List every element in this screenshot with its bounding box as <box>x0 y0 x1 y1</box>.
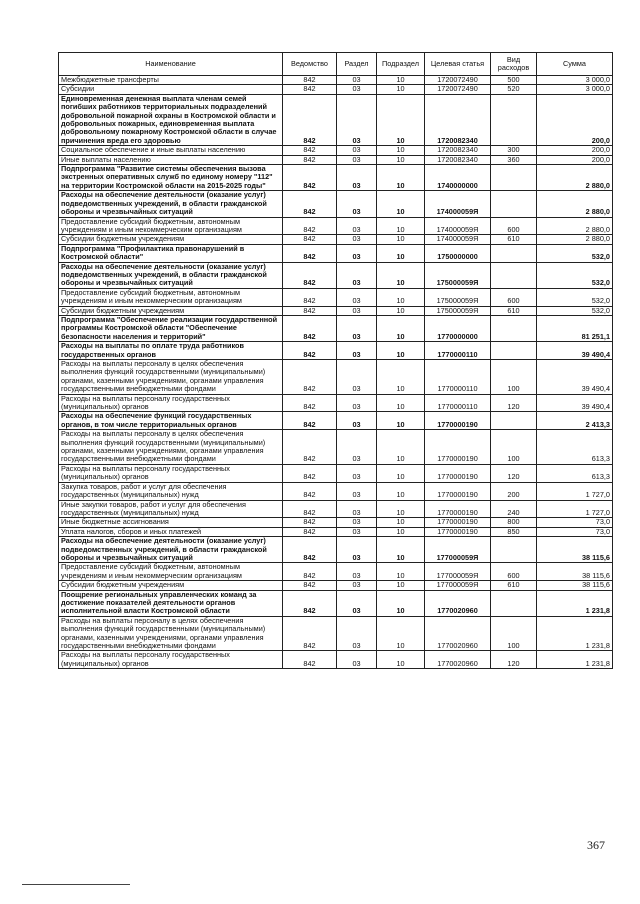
cell-vedomstvo: 842 <box>283 500 337 518</box>
table-row <box>59 288 613 306</box>
cell-sum: 73,0 <box>537 527 613 536</box>
cell-expense-type: 120 <box>491 394 537 412</box>
cell-vedomstvo: 842 <box>283 244 337 262</box>
table-row <box>59 146 613 155</box>
cell-vedomstvo: 842 <box>283 76 337 85</box>
cell-podrazdel: 10 <box>377 430 425 465</box>
cell-vedomstvo: 842 <box>283 537 337 563</box>
cell-razdel: 03 <box>337 537 377 563</box>
cell-name: Субсидии бюджетным учреждениям <box>59 235 283 244</box>
cell-vedomstvo: 842 <box>283 527 337 536</box>
cell-podrazdel: 10 <box>377 315 425 341</box>
cell-podrazdel: 10 <box>377 482 425 500</box>
cell-sum: 38 115,6 <box>537 563 613 581</box>
cell-sum: 81 251,1 <box>537 315 613 341</box>
cell-name: Расходы на обеспечение деятельности (оказание услуг) подведомственных учреждений, в области гражданской обороны и чрезвычайных ситуаций <box>59 537 283 563</box>
cell-razdel: 03 <box>337 581 377 590</box>
cell-name: Подпрограмма "Развитие системы обеспечения вызова экстренных оперативных служб по единому номеру "112" на территории Костромской области на 2015-2025 годы" <box>59 165 283 191</box>
cell-podrazdel: 10 <box>377 288 425 306</box>
cell-podrazdel: 10 <box>377 360 425 395</box>
cell-target-article: 1770000000 <box>425 315 491 341</box>
cell-razdel: 03 <box>337 94 377 145</box>
header-razdel: Раздел <box>337 53 377 76</box>
cell-expense-type <box>491 590 537 616</box>
table-row <box>59 563 613 581</box>
cell-podrazdel: 10 <box>377 518 425 527</box>
cell-target-article: 1720082340 <box>425 155 491 164</box>
cell-podrazdel: 10 <box>377 146 425 155</box>
cell-sum: 1 231,8 <box>537 590 613 616</box>
cell-name: Единовременная денежная выплата членам семей погибших работников территориальных подразделений добровольной пожарной охраны в Костромской области и добровольных пожарных, единовременная выплата добровольному пожарному Костромской области в случае причинения вреда его здоровью <box>59 94 283 145</box>
cell-sum: 2 880,0 <box>537 165 613 191</box>
cell-podrazdel: 10 <box>377 581 425 590</box>
cell-name: Расходы на обеспечение функций государственных органов, в том числе территориальных органов <box>59 412 283 430</box>
cell-podrazdel: 10 <box>377 165 425 191</box>
cell-vedomstvo: 842 <box>283 590 337 616</box>
table-row <box>59 527 613 536</box>
cell-target-article: 1770020960 <box>425 616 491 651</box>
cell-podrazdel: 10 <box>377 342 425 360</box>
cell-expense-type <box>491 342 537 360</box>
cell-target-article: 177000059Я <box>425 563 491 581</box>
header-target-article: Целевая статья <box>425 53 491 76</box>
cell-razdel: 03 <box>337 165 377 191</box>
cell-expense-type: 100 <box>491 360 537 395</box>
cell-name: Предоставление субсидий бюджетным, автономным учреждениям и иным некоммерческим организациям <box>59 288 283 306</box>
cell-podrazdel: 10 <box>377 155 425 164</box>
table-row <box>59 581 613 590</box>
cell-razdel: 03 <box>337 244 377 262</box>
cell-name: Субсидии бюджетным учреждениям <box>59 306 283 315</box>
cell-podrazdel: 10 <box>377 527 425 536</box>
cell-expense-type: 100 <box>491 430 537 465</box>
cell-podrazdel: 10 <box>377 563 425 581</box>
cell-sum: 532,0 <box>537 244 613 262</box>
cell-vedomstvo: 842 <box>283 482 337 500</box>
cell-razdel: 03 <box>337 527 377 536</box>
cell-podrazdel: 10 <box>377 85 425 94</box>
cell-expense-type: 850 <box>491 527 537 536</box>
cell-vedomstvo: 842 <box>283 518 337 527</box>
cell-sum: 200,0 <box>537 146 613 155</box>
cell-target-article: 177000059Я <box>425 581 491 590</box>
cell-razdel: 03 <box>337 590 377 616</box>
cell-sum: 3 000,0 <box>537 85 613 94</box>
cell-name: Расходы на выплаты персоналу государственных (муниципальных) органов <box>59 464 283 482</box>
cell-sum: 3 000,0 <box>537 76 613 85</box>
cell-target-article: 1750000000 <box>425 244 491 262</box>
cell-target-article: 1770020960 <box>425 590 491 616</box>
table-row <box>59 306 613 315</box>
cell-expense-type: 120 <box>491 651 537 669</box>
cell-vedomstvo: 842 <box>283 315 337 341</box>
cell-expense-type: 240 <box>491 500 537 518</box>
cell-vedomstvo: 842 <box>283 430 337 465</box>
cell-sum: 39 490,4 <box>537 394 613 412</box>
cell-sum: 532,0 <box>537 306 613 315</box>
cell-target-article: 174000059Я <box>425 217 491 235</box>
cell-expense-type: 500 <box>491 76 537 85</box>
cell-razdel: 03 <box>337 191 377 217</box>
cell-sum: 613,3 <box>537 430 613 465</box>
cell-vedomstvo: 842 <box>283 464 337 482</box>
cell-target-article: 175000059Я <box>425 306 491 315</box>
cell-podrazdel: 10 <box>377 651 425 669</box>
cell-target-article: 1770000190 <box>425 464 491 482</box>
cell-target-article: 1770000190 <box>425 412 491 430</box>
table-row <box>59 217 613 235</box>
cell-expense-type <box>491 94 537 145</box>
cell-vedomstvo: 842 <box>283 288 337 306</box>
footnote-divider <box>22 884 130 885</box>
table-row <box>59 651 613 669</box>
cell-name: Подпрограмма "Обеспечение реализации государственной программы Костромской области "Обеспечение безопасности населения и территорий" <box>59 315 283 341</box>
cell-expense-type <box>491 191 537 217</box>
cell-name: Уплата налогов, сборов и иных платежей <box>59 527 283 536</box>
cell-vedomstvo: 842 <box>283 155 337 164</box>
table-row <box>59 191 613 217</box>
cell-target-article: 1770000190 <box>425 518 491 527</box>
cell-razdel: 03 <box>337 315 377 341</box>
cell-razdel: 03 <box>337 464 377 482</box>
cell-vedomstvo: 842 <box>283 94 337 145</box>
cell-expense-type: 300 <box>491 146 537 155</box>
cell-razdel: 03 <box>337 76 377 85</box>
cell-sum: 613,3 <box>537 464 613 482</box>
cell-razdel: 03 <box>337 482 377 500</box>
cell-vedomstvo: 842 <box>283 360 337 395</box>
cell-target-article: 175000059Я <box>425 288 491 306</box>
cell-sum: 2 880,0 <box>537 235 613 244</box>
cell-expense-type: 600 <box>491 217 537 235</box>
cell-target-article: 1770000190 <box>425 482 491 500</box>
cell-vedomstvo: 842 <box>283 146 337 155</box>
cell-target-article: 1770000110 <box>425 394 491 412</box>
cell-podrazdel: 10 <box>377 500 425 518</box>
cell-name: Расходы на выплаты персоналу государственных (муниципальных) органов <box>59 394 283 412</box>
cell-razdel: 03 <box>337 651 377 669</box>
cell-sum: 200,0 <box>537 94 613 145</box>
cell-name: Расходы на выплаты по оплате труда работников государственных органов <box>59 342 283 360</box>
cell-razdel: 03 <box>337 85 377 94</box>
cell-sum: 2 880,0 <box>537 191 613 217</box>
table-row <box>59 464 613 482</box>
cell-target-article: 1720072490 <box>425 76 491 85</box>
cell-expense-type: 360 <box>491 155 537 164</box>
cell-podrazdel: 10 <box>377 464 425 482</box>
header-podrazdel: Подраздел <box>377 53 425 76</box>
cell-name: Социальное обеспечение и иные выплаты населению <box>59 146 283 155</box>
cell-expense-type <box>491 537 537 563</box>
cell-expense-type <box>491 262 537 288</box>
cell-podrazdel: 10 <box>377 191 425 217</box>
cell-razdel: 03 <box>337 360 377 395</box>
header-sum: Сумма <box>537 53 613 76</box>
table-row <box>59 94 613 145</box>
cell-name: Иные выплаты населению <box>59 155 283 164</box>
cell-target-article: 1770000110 <box>425 342 491 360</box>
cell-vedomstvo: 842 <box>283 306 337 315</box>
cell-expense-type: 610 <box>491 306 537 315</box>
cell-expense-type: 610 <box>491 235 537 244</box>
cell-expense-type <box>491 165 537 191</box>
header-expense-type: Вид расходов <box>491 53 537 76</box>
table-row <box>59 500 613 518</box>
cell-sum: 1 231,8 <box>537 651 613 669</box>
cell-name: Расходы на выплаты персоналу государственных (муниципальных) органов <box>59 651 283 669</box>
header-name: Наименование <box>59 53 283 76</box>
cell-razdel: 03 <box>337 518 377 527</box>
cell-name: Подпрограмма "Профилактика правонарушений в Костромской области" <box>59 244 283 262</box>
cell-vedomstvo: 842 <box>283 581 337 590</box>
table-row <box>59 244 613 262</box>
cell-expense-type: 800 <box>491 518 537 527</box>
cell-razdel: 03 <box>337 155 377 164</box>
budget-table-sheet <box>58 52 612 669</box>
cell-vedomstvo: 842 <box>283 85 337 94</box>
cell-name: Расходы на обеспечение деятельности (оказание услуг) подведомственных учреждений, в области гражданской обороны и чрезвычайных ситуаций <box>59 191 283 217</box>
cell-sum: 39 490,4 <box>537 360 613 395</box>
cell-target-article: 1720082340 <box>425 146 491 155</box>
cell-sum: 532,0 <box>537 288 613 306</box>
cell-target-article: 175000059Я <box>425 262 491 288</box>
cell-name: Субсидии бюджетным учреждениям <box>59 581 283 590</box>
cell-vedomstvo: 842 <box>283 262 337 288</box>
cell-razdel: 03 <box>337 288 377 306</box>
cell-target-article: 1770000190 <box>425 527 491 536</box>
cell-podrazdel: 10 <box>377 94 425 145</box>
cell-name: Расходы на обеспечение деятельности (оказание услуг) подведомственных учреждений, в области гражданской обороны и чрезвычайных ситуаций <box>59 262 283 288</box>
table-row <box>59 590 613 616</box>
cell-podrazdel: 10 <box>377 76 425 85</box>
page-number: 367 <box>587 838 605 852</box>
cell-podrazdel: 10 <box>377 590 425 616</box>
cell-expense-type <box>491 244 537 262</box>
cell-podrazdel: 10 <box>377 244 425 262</box>
header-vedomstvo: Ведомство <box>283 53 337 76</box>
table-row <box>59 616 613 651</box>
cell-name: Поощрение региональных управленческих команд за достижение показателей деятельности органов исполнительной власти Костромской области <box>59 590 283 616</box>
cell-expense-type: 600 <box>491 563 537 581</box>
cell-expense-type <box>491 412 537 430</box>
cell-expense-type: 600 <box>491 288 537 306</box>
cell-expense-type <box>491 315 537 341</box>
cell-target-article: 174000059Я <box>425 191 491 217</box>
cell-sum: 2 413,3 <box>537 412 613 430</box>
cell-sum: 1 727,0 <box>537 482 613 500</box>
cell-vedomstvo: 842 <box>283 235 337 244</box>
cell-sum: 1 231,8 <box>537 616 613 651</box>
cell-name: Предоставление субсидий бюджетным, автономным учреждениям и иным некоммерческим организациям <box>59 563 283 581</box>
cell-sum: 1 727,0 <box>537 500 613 518</box>
cell-razdel: 03 <box>337 217 377 235</box>
cell-razdel: 03 <box>337 146 377 155</box>
table-row <box>59 537 613 563</box>
cell-expense-type: 100 <box>491 616 537 651</box>
table-row <box>59 360 613 395</box>
cell-razdel: 03 <box>337 616 377 651</box>
cell-podrazdel: 10 <box>377 537 425 563</box>
cell-target-article: 177000059Я <box>425 537 491 563</box>
cell-vedomstvo: 842 <box>283 394 337 412</box>
cell-vedomstvo: 842 <box>283 412 337 430</box>
cell-vedomstvo: 842 <box>283 165 337 191</box>
cell-name: Иные бюджетные ассигнования <box>59 518 283 527</box>
cell-name: Предоставление субсидий бюджетным, автономным учреждениям и иным некоммерческим организациям <box>59 217 283 235</box>
cell-razdel: 03 <box>337 262 377 288</box>
cell-razdel: 03 <box>337 394 377 412</box>
cell-sum: 532,0 <box>537 262 613 288</box>
cell-target-article: 1720072490 <box>425 85 491 94</box>
cell-name: Иные закупки товаров, работ и услуг для обеспечения государственных (муниципальных) нужд <box>59 500 283 518</box>
cell-name: Межбюджетные трансферты <box>59 76 283 85</box>
cell-target-article: 174000059Я <box>425 235 491 244</box>
cell-podrazdel: 10 <box>377 235 425 244</box>
cell-target-article: 1740000000 <box>425 165 491 191</box>
cell-expense-type: 200 <box>491 482 537 500</box>
table-row <box>59 315 613 341</box>
table-row <box>59 482 613 500</box>
cell-sum: 38 115,6 <box>537 537 613 563</box>
cell-podrazdel: 10 <box>377 306 425 315</box>
cell-razdel: 03 <box>337 430 377 465</box>
cell-name: Расходы на выплаты персоналу в целях обеспечения выполнения функций государственными (муниципальными) органами, казенными учреждениями, органами управления государственными внебюджетными фондами <box>59 430 283 465</box>
cell-razdel: 03 <box>337 500 377 518</box>
cell-vedomstvo: 842 <box>283 191 337 217</box>
cell-razdel: 03 <box>337 563 377 581</box>
cell-podrazdel: 10 <box>377 394 425 412</box>
cell-sum: 2 880,0 <box>537 217 613 235</box>
table-row <box>59 155 613 164</box>
table-row <box>59 165 613 191</box>
cell-razdel: 03 <box>337 342 377 360</box>
cell-target-article: 1770000110 <box>425 360 491 395</box>
cell-sum: 73,0 <box>537 518 613 527</box>
cell-razdel: 03 <box>337 412 377 430</box>
cell-razdel: 03 <box>337 306 377 315</box>
cell-razdel: 03 <box>337 235 377 244</box>
table-row <box>59 85 613 94</box>
cell-vedomstvo: 842 <box>283 651 337 669</box>
table-row <box>59 262 613 288</box>
cell-sum: 39 490,4 <box>537 342 613 360</box>
cell-target-article: 1770000190 <box>425 430 491 465</box>
cell-target-article: 1770000190 <box>425 500 491 518</box>
table-header-row <box>59 53 613 76</box>
cell-name: Субсидии <box>59 85 283 94</box>
cell-vedomstvo: 842 <box>283 217 337 235</box>
table-row <box>59 76 613 85</box>
cell-podrazdel: 10 <box>377 217 425 235</box>
cell-expense-type: 520 <box>491 85 537 94</box>
cell-name: Расходы на выплаты персоналу в целях обеспечения выполнения функций государственными (муниципальными) органами, казенными учреждениями, органами управления государственными внебюджетными фондами <box>59 616 283 651</box>
budget-table <box>58 52 613 669</box>
cell-vedomstvo: 842 <box>283 563 337 581</box>
cell-expense-type: 120 <box>491 464 537 482</box>
cell-expense-type: 610 <box>491 581 537 590</box>
table-row <box>59 235 613 244</box>
table-body <box>59 76 613 669</box>
cell-podrazdel: 10 <box>377 616 425 651</box>
cell-vedomstvo: 842 <box>283 342 337 360</box>
cell-name: Расходы на выплаты персоналу в целях обеспечения выполнения функций государственными (муниципальными) органами, казенными учреждениями, органами управления государственными внебюджетными фондами <box>59 360 283 395</box>
cell-name: Закупка товаров, работ и услуг для обеспечения государственных (муниципальных) нужд <box>59 482 283 500</box>
cell-vedomstvo: 842 <box>283 616 337 651</box>
cell-podrazdel: 10 <box>377 262 425 288</box>
cell-sum: 200,0 <box>537 155 613 164</box>
cell-sum: 38 115,6 <box>537 581 613 590</box>
cell-target-article: 1770020960 <box>425 651 491 669</box>
table-row <box>59 394 613 412</box>
table-row <box>59 412 613 430</box>
cell-target-article: 1720082340 <box>425 94 491 145</box>
table-row <box>59 430 613 465</box>
cell-podrazdel: 10 <box>377 412 425 430</box>
table-row <box>59 342 613 360</box>
table-row <box>59 518 613 527</box>
